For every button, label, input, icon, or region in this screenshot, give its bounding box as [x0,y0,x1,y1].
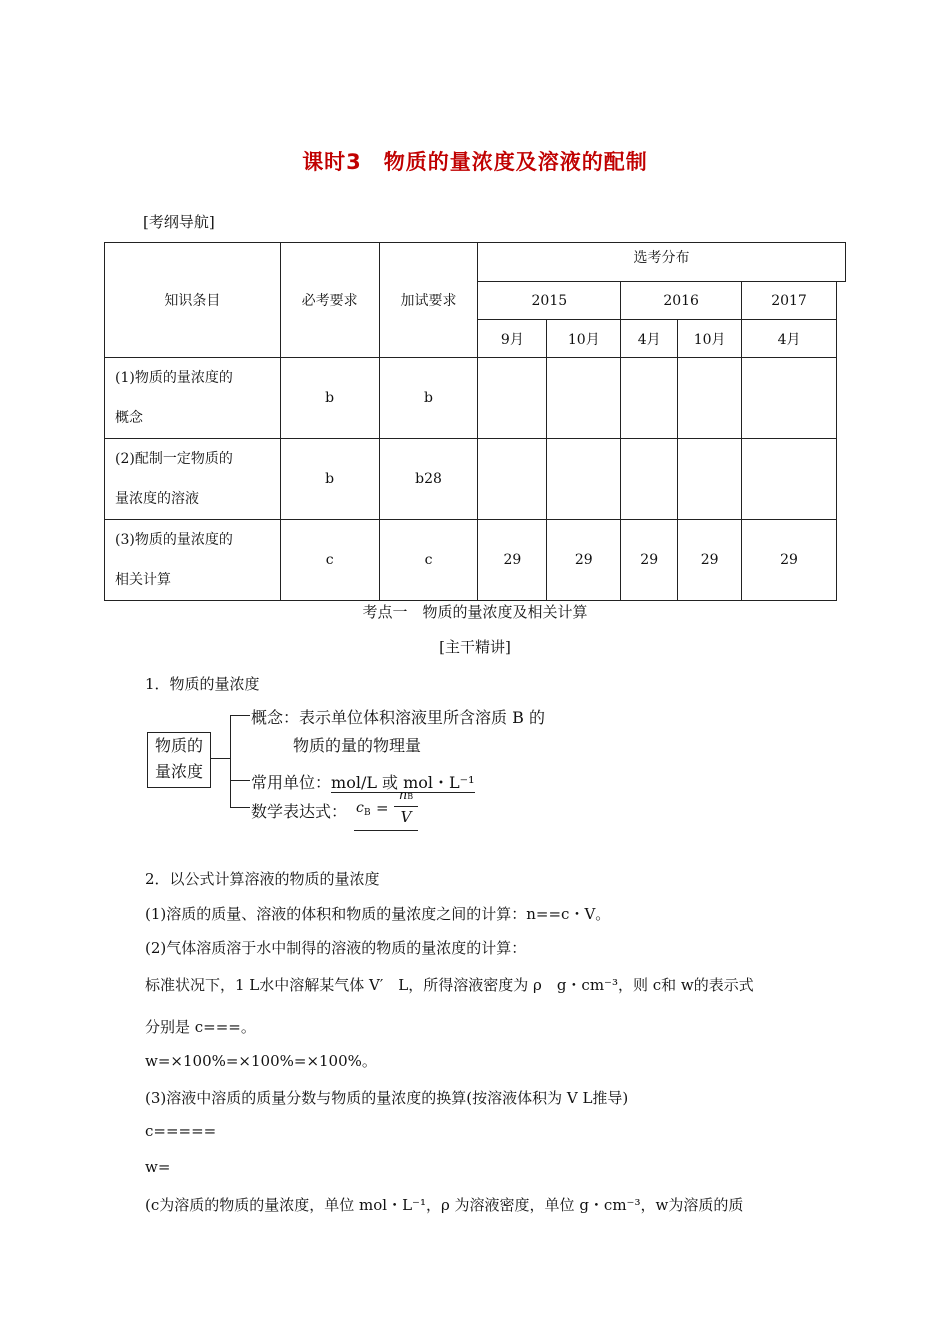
knowledge-item: (2)配制一定物质的 量浓度的溶液 [105,439,281,520]
page-title: 课时3 物质的量浓度及溶液的配制 [302,150,648,174]
dist-cell: 29 [742,520,837,601]
dist-cell [478,358,547,439]
extra-level: b28 [379,439,478,520]
extra-level: c [379,520,478,601]
required-level: b [280,439,379,520]
body-text-line: (3)溶液中溶质的质量分数与物质的量浓度的换算(按溶液体积为 V L推导) [145,1089,629,1107]
dist-cell [678,358,742,439]
branch-line [230,807,250,808]
year-2017: 2017 [742,282,837,320]
month-cell: 10月 [678,320,742,358]
table-row [105,439,837,520]
formula: c B = nB V [354,792,420,832]
body-text-line: 分别是 c===。 [145,1018,256,1036]
table-row [105,358,837,439]
required-level: c [280,520,379,601]
dist-cell [678,439,742,520]
dist-cell: 29 [547,520,621,601]
body-text-line: (1)溶质的质量、溶液的体积和物质的量浓度之间的计算：n==c・V。 [145,905,611,923]
concept-definition: 概念：表示单位体积溶液里所含溶质 B 的 [251,708,545,727]
header-extra: 加试要求 [379,243,478,358]
required-level: b [280,358,379,439]
body-text-line: w=×100%=×100%=×100%。 [145,1052,377,1070]
dist-cell: 29 [678,520,742,601]
month-cell: 10月 [547,320,621,358]
dist-cell: 29 [478,520,547,601]
dist-cell: 29 [621,520,678,601]
subsection-label: [主干精讲] [439,638,511,656]
branch-line [230,780,250,781]
header-required: 必考要求 [280,243,379,358]
month-cell: 4月 [742,320,837,358]
year-2015: 2015 [478,282,621,320]
body-text-line: (2)气体溶质溶于水中制得的溶液的物质的量浓度的计算： [145,939,527,957]
header-knowledge: 知识条目 [105,243,281,358]
body-text-line: (c为溶质的物质的量浓度，单位 mol・L⁻¹，ρ 为溶液密度，单位 g・cm⁻³，w为溶质的质 [145,1196,744,1214]
body-text-line: 标准状况下，1 L水中溶解某气体 V′ L，所得溶液密度为 ρ g・cm⁻³，则 c和 w的表示式 [145,976,754,994]
dist-cell [621,439,678,520]
dist-cell [547,358,621,439]
concept-box: 物质的 量浓度 [147,732,211,788]
connector-line [210,758,230,759]
year-2016: 2016 [621,282,742,320]
table-row [105,520,837,601]
bracket-line [230,715,231,807]
knowledge-item: (1)物质的量浓度的 概念 [105,358,281,439]
dist-cell [742,439,837,520]
point2-title: 2．以公式计算溶液的物质的量浓度 [145,870,380,888]
dist-cell [547,439,621,520]
syllabus-table [104,242,837,601]
extra-level: b [379,358,478,439]
knowledge-item: (3)物质的量浓度的 相关计算 [105,520,281,601]
section-title: 考点一 物质的量浓度及相关计算 [362,603,588,621]
body-text-line: w= [145,1158,171,1176]
month-cell: 9月 [478,320,547,358]
formula-label: 数学表达式： [251,802,348,821]
month-cell: 4月 [621,320,678,358]
concept-definition-cont: 物质的量的物理量 [293,736,422,755]
unit-value: mol/L 或 mol・L⁻¹ [331,773,475,792]
point1-title: 1．物质的量浓度 [145,675,260,693]
outline-label: [考纲导航] [143,213,215,231]
body-text-line: c===== [145,1122,217,1140]
header-selection: 选考分布 [478,243,837,282]
branch-line [230,715,250,716]
unit-line: 常用单位：mol/L 或 mol・L⁻¹ [251,773,475,792]
dist-cell [478,439,547,520]
dist-cell [621,358,678,439]
dist-cell [742,358,837,439]
